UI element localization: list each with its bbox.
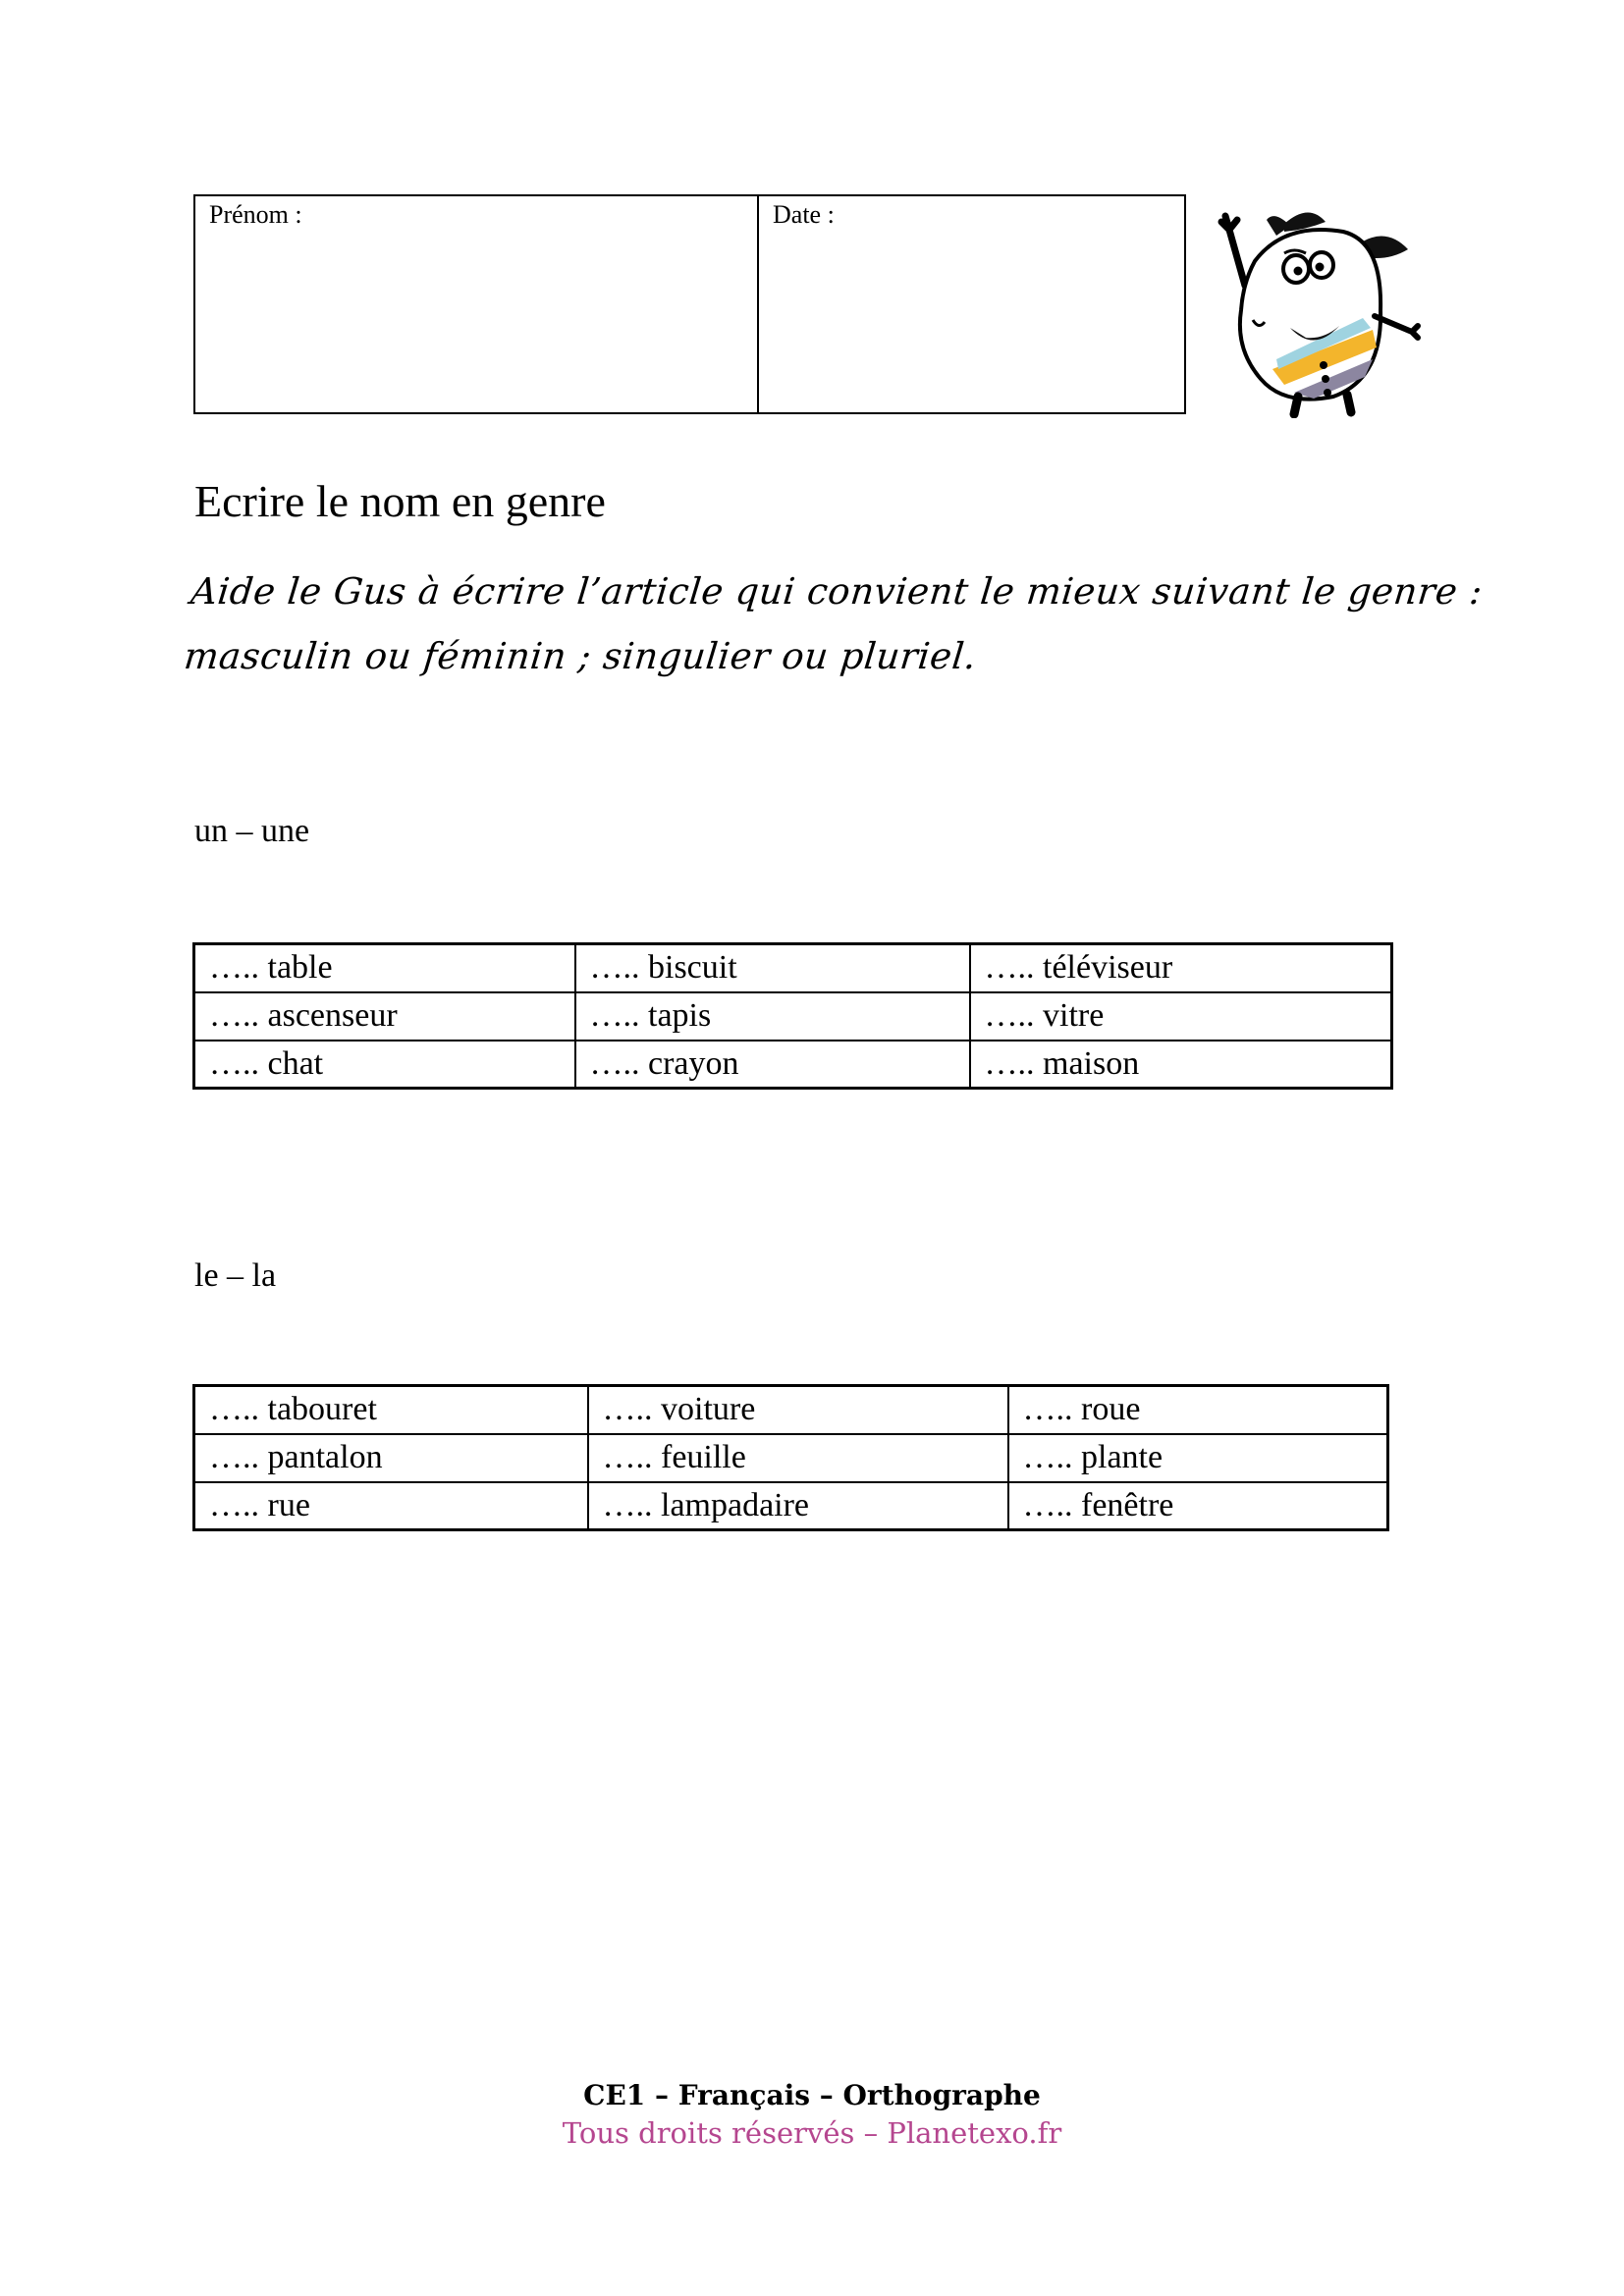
prenom-label: Prénom : — [209, 200, 302, 229]
table-row — [194, 992, 1392, 1041]
name-date-box — [193, 194, 1186, 414]
table-row — [194, 1386, 1388, 1434]
word-cell[interactable]: ….. ascenseur — [194, 992, 575, 1041]
word-cell[interactable]: ….. rue — [194, 1482, 588, 1530]
footer-course: CE1 – Français – Orthographe — [583, 2079, 1041, 2111]
word-cell[interactable]: ….. tabouret — [194, 1386, 588, 1434]
word-cell[interactable]: ….. plante — [1008, 1434, 1388, 1482]
word-cell[interactable]: ….. chat — [194, 1041, 575, 1089]
word-cell[interactable]: ….. fenêtre — [1008, 1482, 1388, 1530]
date-field[interactable] — [759, 196, 1184, 412]
word-cell[interactable]: ….. vitre — [970, 992, 1392, 1041]
word-cell[interactable]: ….. feuille — [588, 1434, 1008, 1482]
date-label: Date : — [773, 200, 835, 229]
gus-mascot-icon — [1216, 192, 1422, 418]
table-row — [194, 1434, 1388, 1482]
word-cell[interactable]: ….. crayon — [575, 1041, 970, 1089]
word-cell[interactable]: ….. voiture — [588, 1386, 1008, 1434]
prenom-field[interactable] — [195, 196, 759, 412]
word-table-le-la — [192, 1384, 1389, 1531]
table-row — [194, 1041, 1392, 1089]
exercise-instructions: Aide le Gus à écrire l’article qui convient le mieux suivant le genre : masculin ou féminin ; singulier ou pluriel. — [182, 570, 1486, 677]
word-cell[interactable]: ….. téléviseur — [970, 944, 1392, 992]
footer-copyright: Tous droits réservés – Planetexo.fr — [562, 2116, 1062, 2150]
word-cell[interactable]: ….. table — [194, 944, 575, 992]
word-cell[interactable]: ….. biscuit — [575, 944, 970, 992]
word-cell[interactable]: ….. lampadaire — [588, 1482, 1008, 1530]
word-cell[interactable]: ….. tapis — [575, 992, 970, 1041]
exercise-title: Ecrire le nom en genre — [194, 476, 606, 526]
table-row — [194, 944, 1392, 992]
word-cell[interactable]: ….. maison — [970, 1041, 1392, 1089]
word-table-un-une — [192, 942, 1393, 1090]
section-label-le-la: le – la — [194, 1257, 277, 1294]
table-row — [194, 1482, 1388, 1530]
word-cell[interactable]: ….. roue — [1008, 1386, 1388, 1434]
word-cell[interactable]: ….. pantalon — [194, 1434, 588, 1482]
section-label-un-une: un – une — [194, 813, 310, 849]
